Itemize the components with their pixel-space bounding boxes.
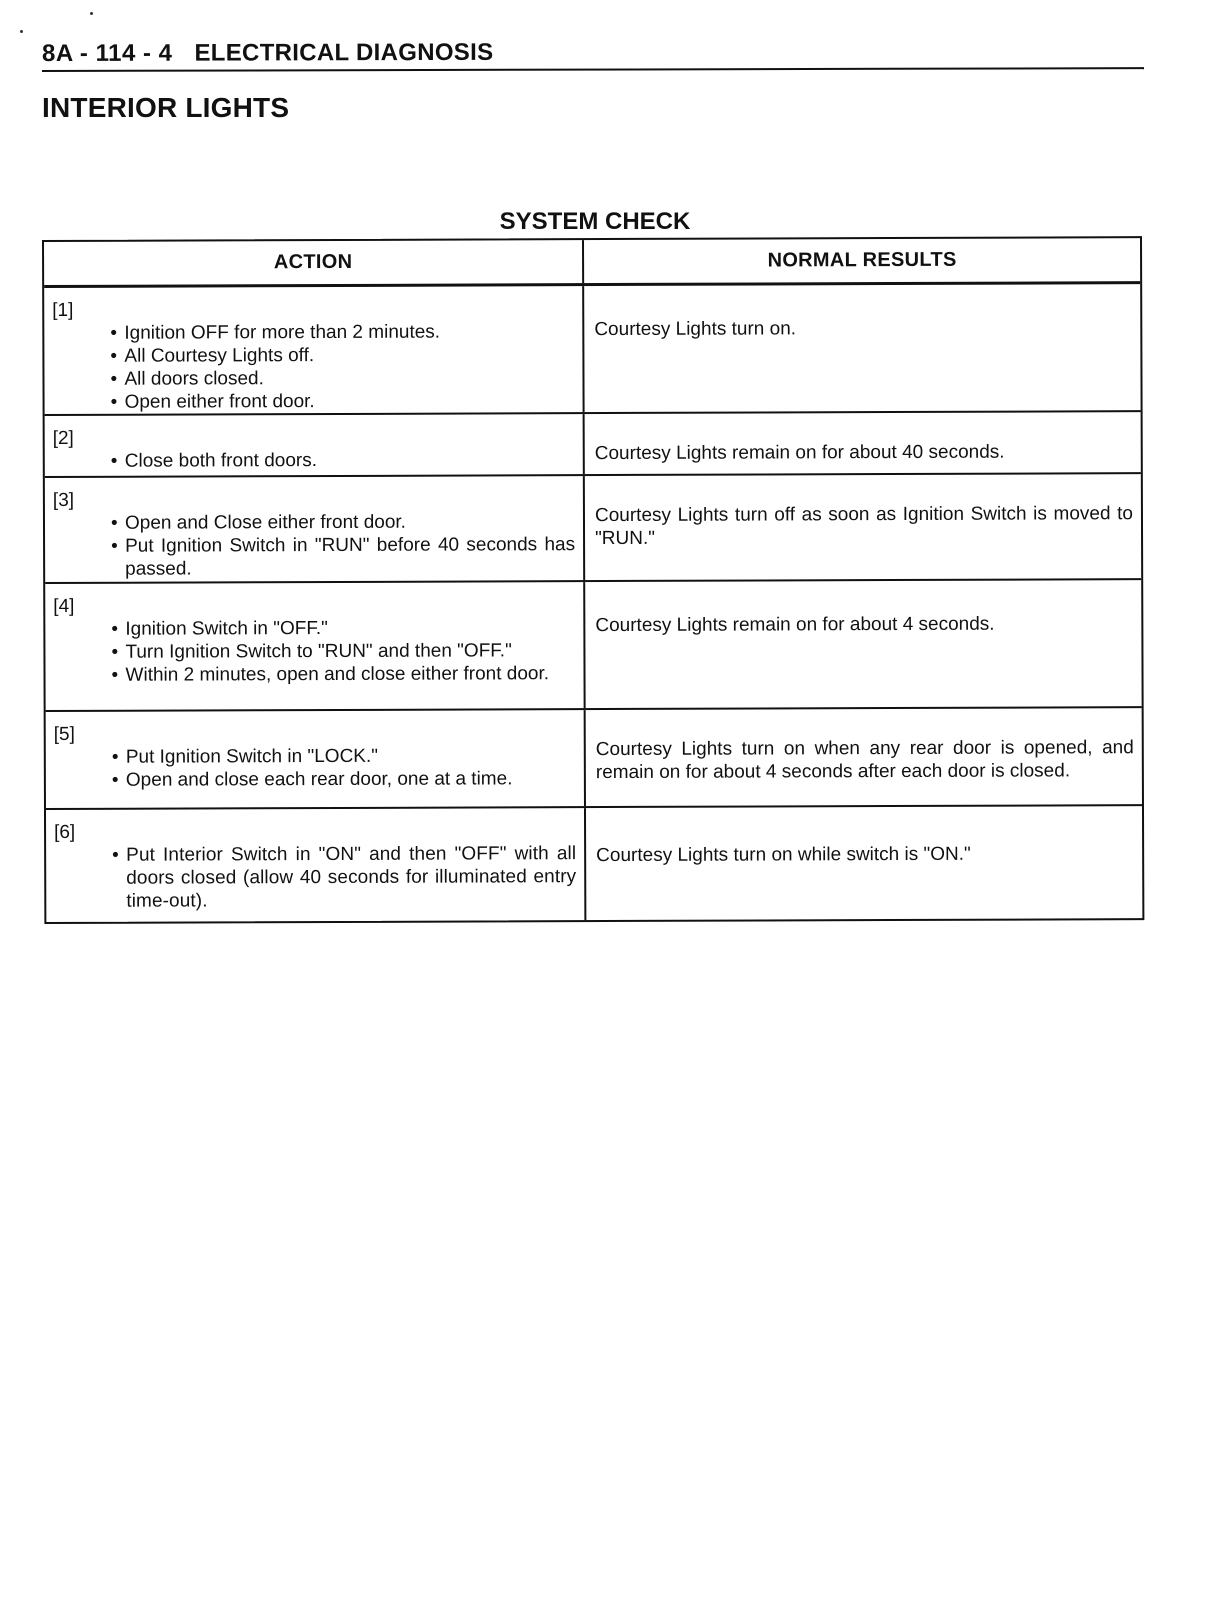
table-row xyxy=(46,806,1142,922)
action-item: • Within 2 minutes, open and close either front door. xyxy=(111,662,575,687)
result-cell: Courtesy Lights turn on when any rear door is opened, and remain on for about 4 seconds after each door is closed. xyxy=(595,737,1134,784)
table-header-row xyxy=(44,238,1140,288)
table-title: SYSTEM CHECK xyxy=(499,208,691,235)
action-list xyxy=(111,448,575,473)
step-number: [2] xyxy=(52,427,74,449)
scan-speck xyxy=(20,30,23,33)
column-header-action: ACTION xyxy=(44,240,584,285)
system-check-table xyxy=(42,236,1144,924)
action-cell xyxy=(45,582,585,710)
table-row xyxy=(44,284,1140,416)
table-row xyxy=(46,708,1142,810)
step-number: [1] xyxy=(52,299,74,321)
table-row xyxy=(45,412,1141,478)
action-item: • Open either front door. xyxy=(111,389,575,414)
action-list xyxy=(112,744,576,792)
action-cell xyxy=(46,808,586,922)
page-title: INTERIOR LIGHTS xyxy=(42,92,290,123)
result-cell: Courtesy Lights turn on while switch is "ON." xyxy=(596,843,971,867)
step-number: [6] xyxy=(54,821,76,843)
table-row xyxy=(45,580,1141,712)
step-number: [5] xyxy=(53,723,75,745)
action-list xyxy=(111,510,575,581)
column-header-normal-results: NORMAL RESULTS xyxy=(767,248,957,272)
scan-speck xyxy=(90,12,93,15)
action-item: • Open and Close either front door. xyxy=(111,510,575,535)
result-cell: Courtesy Lights remain on for about 4 seconds. xyxy=(595,613,995,637)
action-item: • Open and close each rear door, one at a time. xyxy=(112,767,576,792)
action-item: • Turn Ignition Switch to "RUN" and then "OFF." xyxy=(111,639,575,664)
action-list xyxy=(112,842,576,913)
action-item: • All Courtesy Lights off. xyxy=(110,343,574,368)
action-cell xyxy=(44,286,584,414)
result-cell: Courtesy Lights turn off as soon as Ignition Switch is moved to "RUN." xyxy=(594,503,1133,550)
page-header xyxy=(42,35,1144,72)
action-item: • Close both front doors. xyxy=(111,448,575,473)
action-item: • Ignition Switch in "OFF." xyxy=(111,616,575,641)
action-item: • All doors closed. xyxy=(110,366,574,391)
step-number: [3] xyxy=(52,489,75,511)
action-item: • Put Ignition Switch in "RUN" before 40 seconds has passed. xyxy=(111,533,575,581)
action-cell xyxy=(46,710,586,808)
action-list xyxy=(110,320,574,414)
page-code: 8A - 114 - 4 xyxy=(41,39,173,68)
action-cell xyxy=(45,414,585,476)
action-list xyxy=(111,616,575,687)
step-number: [4] xyxy=(53,595,75,617)
table-row xyxy=(45,474,1141,584)
action-item: • Ignition OFF for more than 2 minutes. xyxy=(110,320,574,345)
action-cell xyxy=(45,476,585,582)
result-cell: Courtesy Lights turn on. xyxy=(594,318,797,341)
action-item: • Put Interior Switch in "ON" and then "OFF" with all doors closed (allow 40 seconds for illuminated entry time-out). xyxy=(112,842,576,913)
section-title: ELECTRICAL DIAGNOSIS xyxy=(194,38,494,67)
result-cell: Courtesy Lights remain on for about 40 seconds. xyxy=(594,441,1005,465)
action-item: • Put Ignition Switch in "LOCK." xyxy=(112,744,576,769)
